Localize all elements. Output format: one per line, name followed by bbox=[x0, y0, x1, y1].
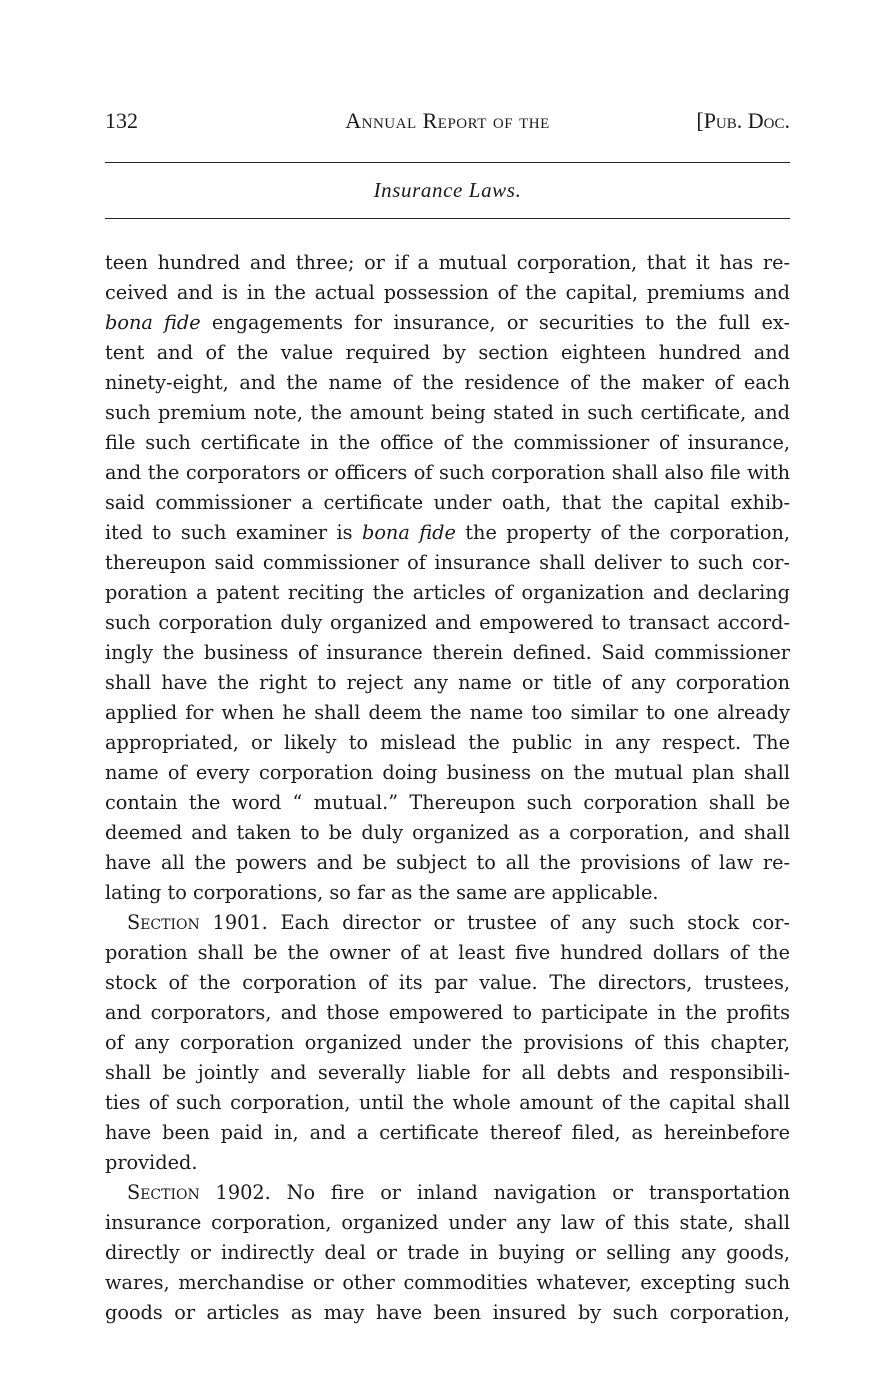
text-line: applied for when he shall deem the name too similar to one already bbox=[105, 701, 790, 724]
text-line: deemed and taken to be duly organized as a corporation, and shall bbox=[105, 821, 790, 844]
text-line: directly or indirectly deal or trade in buying or selling any goods, bbox=[105, 1241, 790, 1264]
italic-term: bona fide bbox=[105, 311, 201, 334]
text-line bbox=[105, 908, 790, 938]
text-line: of any corporation organized under the provisions of this chapter, bbox=[105, 1031, 790, 1054]
text-line: name of every corporation doing business on the mutual plan shall bbox=[105, 761, 790, 784]
text-line: file such certificate in the office of the commissioner of insurance, bbox=[105, 431, 790, 454]
page-header bbox=[105, 108, 790, 138]
text-line: and corporators, and those empowered to participate in the profits bbox=[105, 1001, 790, 1024]
text-line: and the corporators or officers of such corporation shall also file with bbox=[105, 461, 790, 484]
text-line: goods or articles as may have been insured by such corporation, bbox=[105, 1301, 790, 1324]
italic-term: bona fide bbox=[361, 521, 456, 544]
text-line: said commissioner a certificate under oath, that the capital exhib- bbox=[105, 491, 790, 514]
text-line: stock of the corporation of its par value. The directors, trustees, bbox=[105, 971, 790, 994]
text-line: ceived and is in the actual possession of the capital, premiums and bbox=[105, 281, 790, 304]
text-line bbox=[105, 308, 790, 338]
text-line: such premium note, the amount being stated in such certificate, and bbox=[105, 401, 790, 424]
publication-label: [Pub. Doc. bbox=[696, 108, 790, 133]
text-line: contain the word “ mutual.” Thereupon such corporation shall be bbox=[105, 791, 790, 814]
text-line: shall be jointly and severally liable for all debts and responsibili- bbox=[105, 1061, 790, 1084]
text-line: such corporation duly organized and empowered to transact accord- bbox=[105, 611, 790, 634]
header-rule bbox=[105, 162, 790, 163]
section-label: Section 1901. bbox=[127, 911, 268, 934]
text-line: poration shall be the owner of at least five hundred dollars of the bbox=[105, 941, 790, 964]
line-text: No fire or inland navigation or transportation bbox=[270, 1181, 790, 1204]
text-line: lating to corporations, so far as the same are applicable. bbox=[105, 881, 659, 904]
line-text: Each director or trustee of any such stock cor- bbox=[267, 911, 790, 934]
heading-rule bbox=[105, 218, 790, 219]
page-number: 132 bbox=[105, 108, 138, 133]
text-line: appropriated, or likely to mislead the public in any respect. The bbox=[105, 731, 790, 754]
text-line: ties of such corporation, until the whole amount of the capital shall bbox=[105, 1091, 790, 1114]
line-text: engagements for insurance, or securities to the full ex- bbox=[200, 311, 790, 334]
text-line: wares, merchandise or other commodities whatever, excepting such bbox=[105, 1271, 790, 1294]
line-text: ited to such examiner is bbox=[105, 521, 362, 544]
text-line: ingly the business of insurance therein defined. Said commissioner bbox=[105, 641, 790, 664]
text-line: ninety-eight, and the name of the residence of the maker of each bbox=[105, 371, 790, 394]
text-line: teen hundred and three; or if a mutual corporation, that it has re- bbox=[105, 251, 790, 274]
text-line: have been paid in, and a certificate thereof filed, as hereinbefore bbox=[105, 1121, 790, 1144]
body-text bbox=[105, 248, 790, 1328]
section-heading: Insurance Laws. bbox=[373, 178, 522, 202]
text-line: provided. bbox=[105, 1151, 198, 1174]
text-line: tent and of the value required by section eighteen hundred and bbox=[105, 341, 790, 364]
text-line: poration a patent reciting the articles of organization and declaring bbox=[105, 581, 790, 604]
section-label: Section 1902. bbox=[127, 1181, 271, 1204]
text-line: shall have the right to reject any name or title of any corporation bbox=[105, 671, 790, 694]
running-title: Annual Report of the bbox=[345, 108, 550, 133]
text-line bbox=[105, 1178, 790, 1208]
text-line: have all the powers and be subject to all the provisions of law re- bbox=[105, 851, 790, 874]
line-text: the property of the corporation, bbox=[455, 521, 791, 544]
text-line: insurance corporation, organized under any law of this state, shall bbox=[105, 1211, 790, 1234]
text-line bbox=[105, 518, 790, 548]
text-line: thereupon said commissioner of insurance shall deliver to such cor- bbox=[105, 551, 790, 574]
